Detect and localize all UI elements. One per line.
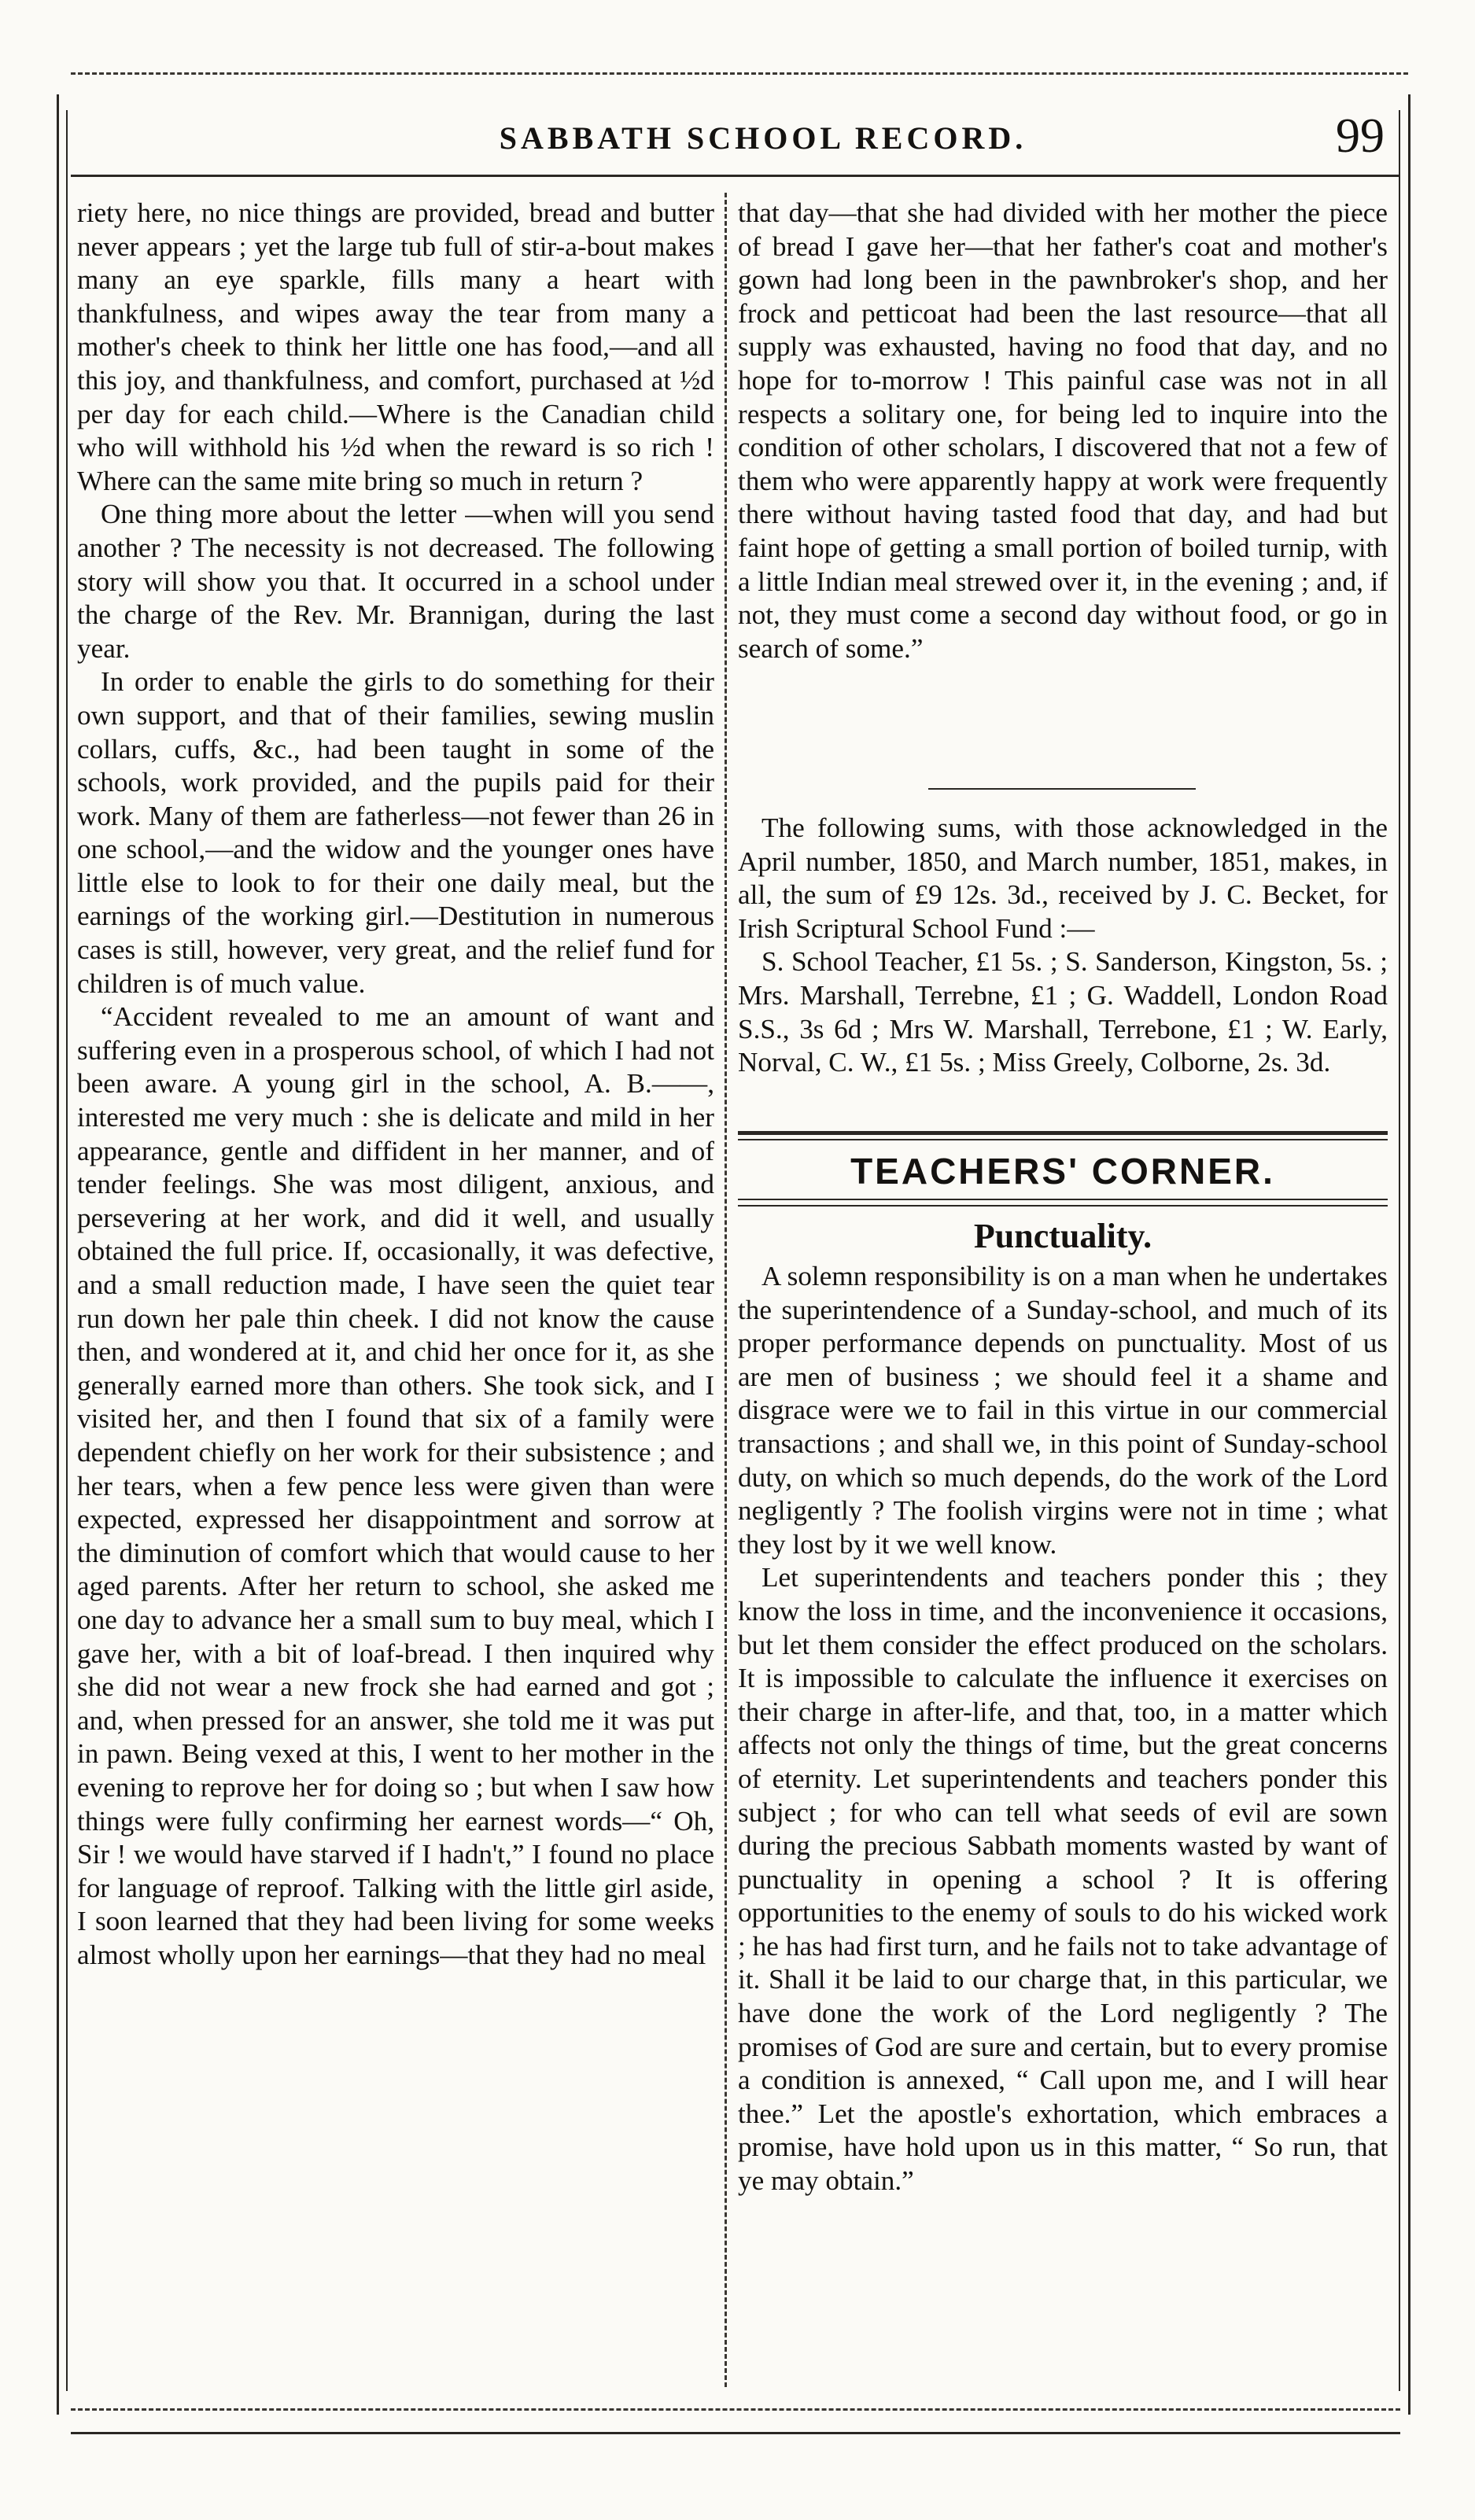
left-border-rule-inner: [66, 110, 68, 2391]
column-divider: [725, 193, 727, 2387]
fund-list: S. School Teacher, £1 5s. ; S. Sanderson, Kingston, 5s. ; Mrs. Marshall, Terrebne, £1 ; G. Waddell, London Road S.S., 3s 6d ; Mrs W. Marshall, Terrebone, £1 ; W. Early, Norval, C. W., £1 5s. ; Miss Greely, Colborne, 2s. 3d.: [738, 946, 1388, 1078]
running-title: SABBATH SCHOOL RECORD.: [499, 120, 1027, 156]
left-column: [77, 197, 714, 1972]
right-column-article: [738, 1260, 1388, 2198]
right-border-rule-inner: [1399, 110, 1400, 2391]
left-border-rule: [57, 94, 59, 2415]
section-rule-top-thin: [738, 1139, 1388, 1140]
page-number: 99: [1336, 109, 1385, 163]
top-dashed-rule: [71, 72, 1408, 75]
fund-divider-rule: [928, 788, 1196, 790]
article-paragraph-2: Let superintendents and teachers ponder this ; they know the loss in time, and the inconvenience it occasions, but let them consider the effect produced on the scholars. It is impossible to calculate the influence it exercises on their charge in after-life, and that, too, in a matter which affects not only the things of time, but the great concerns of eternity. Let superintendents and teachers ponder this subject ; for who can tell what seeds of evil are sown during the precious Sabbath moments wasted by want of punctuality in opening a school ? It is offering opportunities to the enemy of souls to do his wicked work ; he has had first turn, and he fails not to take advantage of it. Shall it be laid to our charge that, in this particular, we have done the work of the Lord negligently ? The promises of God are sure and certain, but to every promise a condition is annexed, “ Call upon me, and I will hear thee.” Let the apostle's exhortation, which embraces a promise, have hold upon us in this matter, “ So run, that ye may obtain.”: [738, 1562, 1388, 2197]
left-paragraph-4: “Accident revealed to me an amount of want and suffering even in a prosperous school, of which I had not been aware. A young girl in the school, A. B.——, interested me very much : she is delicate and mild in her appearance, gentle and diffident in her manner, and of tender feelings. She was most diligent, anxious, and persevering at her work, and did it well, and usually obtained the full price. If, occasionally, it was defective, and a small reduction made, I have seen the quiet tear run down her pale thin cheek. I did not know the cause then, and wondered at it, and chid her once for it, as she generally earned more than others. She took sick, and I visited her, and then I found that six of a family were dependent chiefly on her work for their subsistence ; and her tears, when a few pence less were given than were expected, expressed her disappointment and sorrow at the diminution of comfort which that would cause to her aged parents. After her return to school, she asked me one day to advance her a small sum to buy meal, which I gave her, with a bit of loaf-bread. I then inquired why she did not wear a new frock she had earned and got ; and, when pressed for an answer, she told me it was put in pawn. Being vexed at this, I went to her mother in the evening to reprove her for doing so ; but when I saw how things were fully confirming her earnest words—“ Oh, Sir ! we would have starved if I hadn't,” I found no place for language of reproof. Talking with the little girl aside, I soon learned that they had been living for some weeks almost wholly upon her earnings—that they had no meal: [77, 1001, 714, 1970]
right-paragraph-continued: that day—that she had divided with her mother the piece of bread I gave her—that her father's coat and mother's gown had long been in the pawnbroker's shop, and her frock and petticoat had been the last resource—that all supply was exhausted, having no food that day, and no hope for to-morrow ! This painful case was not in all respects a solitary one, for being led to inquire into the condition of other scholars, I discovered that not a few of them who were apparently happy at work were frequently there without having tasted food that day, and had but faint hope of getting a small portion of boiled turnip, with a little Indian meal strewed over it, in the evening ; and, if not, they must come a second day without food, or go in search of some.”: [738, 197, 1388, 664]
left-paragraph-3: In order to enable the girls to do something for their own support, and that of their families, sewing muslin collars, cuffs, &c., had been taught in some of the schools, work provided, and the pupils paid for their work. Many of them are fatherless—not fewer than 26 in one school,—and the widow and the younger ones have little else to look to for their one daily meal, but the earnings of the working girl.—Destitution in numerous cases is still, however, very great, and the relief fund for children is of much value.: [77, 666, 714, 999]
bottom-rule: [71, 2432, 1400, 2434]
article-paragraph-1: A solemn responsibility is on a man when he undertakes the superintendence of a Sunday-school, and much of its proper performance depends on punctuality. Most of us are men of business ; we should feel it a shame and disgrace were we to fail in this virtue in our commercial transactions ; and shall we, in this point of Sunday-school duty, on which so much depends, do the work of the Lord negligently ? The foolish virgins were not in time ; what they lost by it we well know.: [738, 1261, 1388, 1560]
section-heading: TEACHERS' CORNER.: [850, 1151, 1275, 1192]
right-column-fund: [738, 812, 1388, 1080]
fund-intro: The following sums, with those acknowledged in the April number, 1850, and March number, 1851, makes, in all, the sum of £9 12s. 3d., received by J. C. Becket, for Irish Scriptural School Fund :—: [738, 812, 1388, 944]
section-rule-top: [738, 1131, 1388, 1135]
left-paragraph-1: riety here, no nice things are provided, bread and butter never appears ; yet the large tub full of stir-a-bout makes many an eye sparkle, fills many a heart with thankfulness, and wipes away the tear from many a mother's cheek to think her little one has food,—and all this joy, and thankfulness, and comfort, purchased at ½d per day for each child.—Where is the Canadian child who will withhold his ½d when the reward is so rich ! Where can the same mite bring so much in return ?: [77, 197, 714, 496]
header-rule: [71, 175, 1400, 177]
article-title: Punctuality.: [973, 1217, 1152, 1255]
section-rule-bottom: [738, 1199, 1388, 1200]
right-column-story: [738, 197, 1388, 665]
right-border-rule: [1408, 94, 1410, 2415]
bottom-dashed-rule: [71, 2408, 1400, 2411]
section-rule-bottom-2: [738, 1205, 1388, 1207]
left-paragraph-2: One thing more about the letter —when will you send another ? The necessity is not decreased. The following story will show you that. It occurred in a school under the charge of the Rev. Mr. Brannigan, during the last year.: [77, 499, 714, 664]
